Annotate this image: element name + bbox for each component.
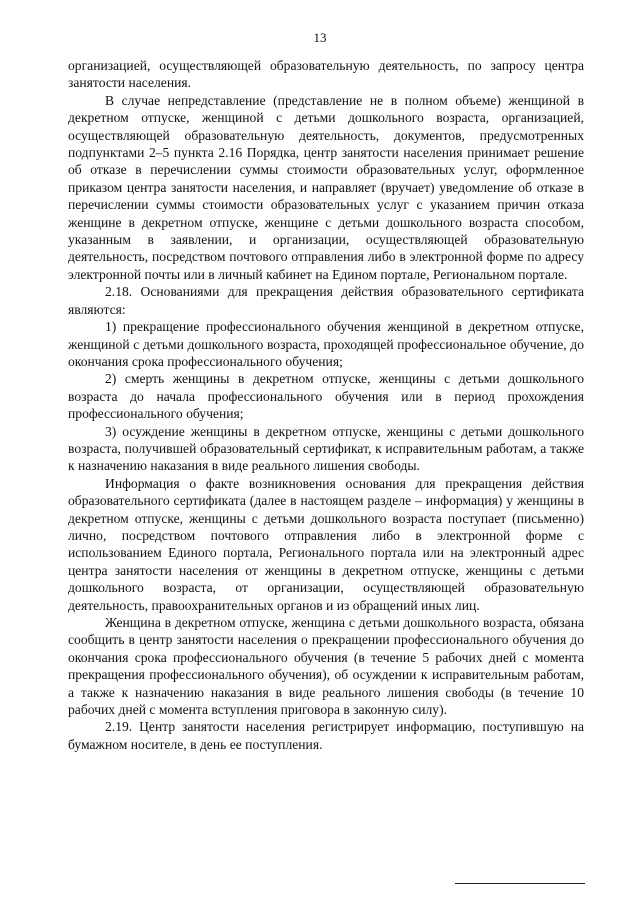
paragraph: 2) смерть женщины в декретном отпуске, женщины с детьми дошкольного возраста до начала профессионального обучения или в период прохождения профессионального обучения;	[68, 371, 584, 422]
paragraph: 2.19. Центр занятости населения регистрирует информацию, поступившую на бумажном носителе, в день ее поступления.	[68, 719, 584, 752]
paragraph: В случае непредставление (представление не в полном объеме) женщиной в декретном отпуске, женщиной с детьми дошкольного возраста, организацией, осуществляющей образовательную деятельность, документов, предусмотренных подпунктами 2–5 пункта 2.16 Порядка, центр занятости населения принимает решение об отказе в перечислении суммы стоимости образовательных услуг, оформленное приказом центра занятости населения, и направляет (вручает) уведомление об отказе в перечислении суммы стоимости образовательных услуг с указанием причин отказа женщине в декретном отпуске, женщине с детьми дошкольного возраста способом, указанным в заявлении, и организации, осуществляющей образовательную деятельность, посредством почтового отправления либо в электронной форме по адресу электронной почты или в личный кабинет на Едином портале, Региональном портале.	[68, 92, 584, 282]
page-number: 13	[313, 30, 327, 45]
paragraph: 2.18. Основаниями для прекращения действия образовательного сертификата являются:	[68, 284, 584, 317]
document-body	[68, 57, 584, 753]
paragraph: организацией, осуществляющей образовательную деятельность, по запросу центра занятости населения.	[68, 58, 584, 91]
paragraph: Информация о факте возникновения основания для прекращения действия образовательного сертификата (далее в настоящем разделе – информация) у женщины в декретном отпуске, женщины с детьми дошкольного возраста поступает (письменно) лично, посредством почтового отправления либо в электронной форме с использованием Единого портала, Регионального портала или на электронный адрес центра занятости населения от женщины в декретном отпуске, женщины с детьми дошкольного возраста, от организации, осуществляющей образовательную деятельность, правоохранительных органов и из обращений иных лиц.	[68, 475, 584, 613]
footer-rule	[455, 883, 585, 884]
paragraph: 3) осуждение женщины в декретном отпуске, женщины с детьми дошкольного возраста, получившей образовательный сертификат, к исправительным работам, а также к назначению наказания в виде реального лишения свободы.	[68, 423, 584, 474]
paragraph: 1) прекращение профессионального обучения женщиной в декретном отпуске, женщиной с детьми дошкольного возраста, проходящей профессиональное обучение, до окончания срока профессионального обучения;	[68, 319, 584, 369]
paragraph: Женщина в декретном отпуске, женщина с детьми дошкольного возраста, обязана сообщить в центр занятости населения о прекращении профессионального обучения до окончания срока профессионального обучения (в течение 5 рабочих дней с момента прекращения профессионального обучения), об осуждении к исправительным работам, а также к назначению наказания в виде реального лишения свободы (в течение 10 рабочих дней с момента вступления приговора в законную силу).	[68, 615, 584, 718]
